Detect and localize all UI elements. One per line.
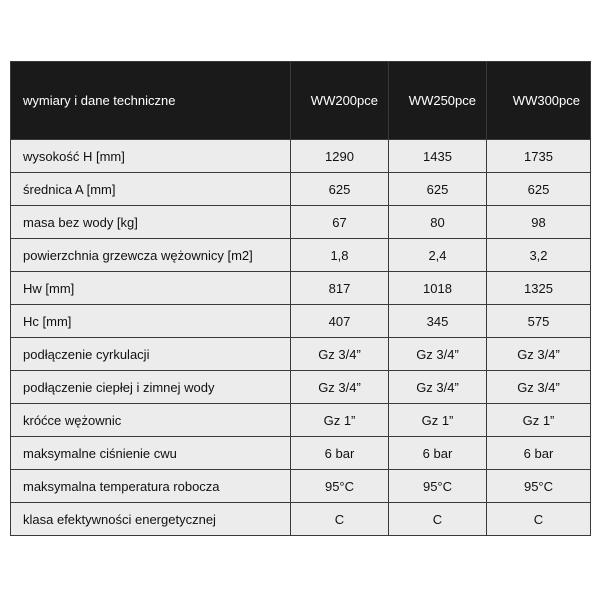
parameter-value: 1325 bbox=[487, 272, 591, 305]
table-row bbox=[11, 338, 591, 371]
parameter-value: 625 bbox=[291, 173, 389, 206]
header-model-ww300pce: WW300pce bbox=[487, 62, 591, 140]
parameter-value: C bbox=[487, 503, 591, 536]
parameter-value: Gz 3/4” bbox=[389, 371, 487, 404]
table-row bbox=[11, 239, 591, 272]
parameter-value: 625 bbox=[389, 173, 487, 206]
parameter-value: 1290 bbox=[291, 140, 389, 173]
parameter-label: średnica A [mm] bbox=[11, 173, 291, 206]
parameter-value: 1435 bbox=[389, 140, 487, 173]
table-row bbox=[11, 272, 591, 305]
parameter-value: 95°C bbox=[487, 470, 591, 503]
parameter-value: 95°C bbox=[389, 470, 487, 503]
parameter-value: Gz 3/4” bbox=[291, 338, 389, 371]
parameter-label: Hc [mm] bbox=[11, 305, 291, 338]
parameter-label: powierzchnia grzewcza wężownicy [m2] bbox=[11, 239, 291, 272]
parameter-value: 95°C bbox=[291, 470, 389, 503]
table-row bbox=[11, 206, 591, 239]
technical-data-table bbox=[10, 61, 591, 536]
parameter-value: 98 bbox=[487, 206, 591, 239]
parameter-label: podłączenie cyrkulacji bbox=[11, 338, 291, 371]
table-body bbox=[11, 140, 591, 536]
header-label: wymiary i dane techniczne bbox=[11, 62, 291, 140]
parameter-label: maksymalna temperatura robocza bbox=[11, 470, 291, 503]
parameter-label: masa bez wody [kg] bbox=[11, 206, 291, 239]
parameter-label: maksymalne ciśnienie cwu bbox=[11, 437, 291, 470]
parameter-value: 575 bbox=[487, 305, 591, 338]
parameter-value: Gz 3/4” bbox=[487, 338, 591, 371]
parameter-label: klasa efektywności energetycznej bbox=[11, 503, 291, 536]
parameter-value: 3,2 bbox=[487, 239, 591, 272]
table-row bbox=[11, 437, 591, 470]
parameter-value: C bbox=[291, 503, 389, 536]
parameter-label: Hw [mm] bbox=[11, 272, 291, 305]
parameter-value: 80 bbox=[389, 206, 487, 239]
table-header-row bbox=[11, 62, 591, 140]
table-row bbox=[11, 371, 591, 404]
parameter-label: wysokość H [mm] bbox=[11, 140, 291, 173]
table-row bbox=[11, 503, 591, 536]
table-row bbox=[11, 173, 591, 206]
header-model-ww200pce: WW200pce bbox=[291, 62, 389, 140]
table-row bbox=[11, 404, 591, 437]
parameter-value: 817 bbox=[291, 272, 389, 305]
parameter-value: Gz 1” bbox=[487, 404, 591, 437]
table-row bbox=[11, 140, 591, 173]
parameter-value: 345 bbox=[389, 305, 487, 338]
parameter-value: 6 bar bbox=[487, 437, 591, 470]
parameter-value: Gz 1” bbox=[389, 404, 487, 437]
parameter-value: Gz 3/4” bbox=[291, 371, 389, 404]
table-row bbox=[11, 470, 591, 503]
table-row bbox=[11, 305, 591, 338]
parameter-value: 6 bar bbox=[291, 437, 389, 470]
parameter-value: Gz 3/4” bbox=[389, 338, 487, 371]
parameter-value: 625 bbox=[487, 173, 591, 206]
parameter-label: podłączenie ciepłej i zimnej wody bbox=[11, 371, 291, 404]
parameter-value: 67 bbox=[291, 206, 389, 239]
header-model-ww250pce: WW250pce bbox=[389, 62, 487, 140]
parameter-value: 6 bar bbox=[389, 437, 487, 470]
parameter-value: 1018 bbox=[389, 272, 487, 305]
parameter-label: króćce wężownic bbox=[11, 404, 291, 437]
parameter-value: Gz 3/4” bbox=[487, 371, 591, 404]
parameter-value: 1,8 bbox=[291, 239, 389, 272]
parameter-value: 2,4 bbox=[389, 239, 487, 272]
parameter-value: 1735 bbox=[487, 140, 591, 173]
parameter-value: C bbox=[389, 503, 487, 536]
parameter-value: Gz 1” bbox=[291, 404, 389, 437]
parameter-value: 407 bbox=[291, 305, 389, 338]
